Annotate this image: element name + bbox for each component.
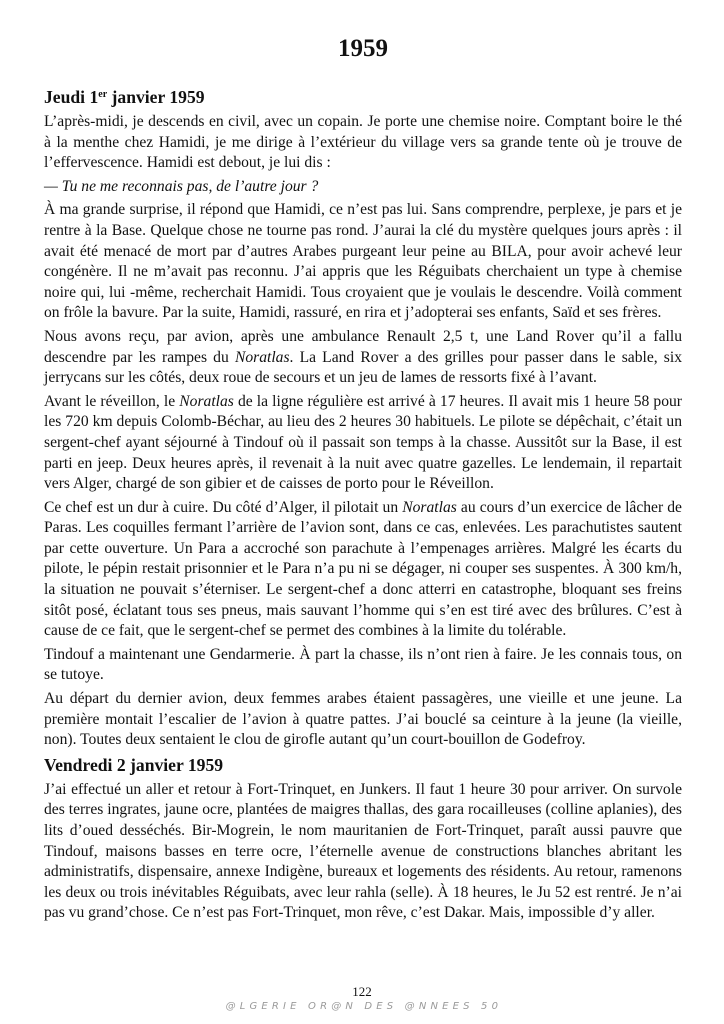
paragraph: Nous avons reçu, par avion, après une ambulance Renault 2,5 t, une Land Rover qu’il a fallu descendre par les rampes du Noratlas. La Land Rover a des grilles pour passer dans le sable, six jerrycans sur les côtés, deux roue de secours et un jeu de lames de ressorts fixé à l’avant.	[44, 327, 682, 387]
entry-title-superscript: er	[98, 89, 108, 100]
diary-entry-1	[44, 86, 682, 751]
page-number: 122	[352, 984, 372, 999]
paragraph: Tindouf a maintenant une Gendarmerie. À part la chasse, ils n’ont rien à faire. Je les connais tous, on se tutoye.	[44, 645, 682, 684]
aircraft-name: Noratlas	[179, 392, 234, 410]
paragraph: L’après-midi, je descends en civil, avec un copain. Je porte une chemise noire. Comptant boire le thé à la menthe chez Hamidi, je me dirige à l’extérieur du village vers sa grande tente où je trouve de l’effervescence. Hamidi est debout, je lui dis :	[44, 113, 682, 172]
paragraph: À ma grande surprise, il répond que Hamidi, ce n’est pas lui. Sans comprendre, perplexe, je pars et je rentre à la Base. Quelque chose ne tourne pas rond. J’aurai la clé du mystère quelques jours après : il avait été menacé de mort par d’autres Arabes purgeant leur peine au BILA, pour avoir achevé leur congénère. Il ne m’avait pas reconnu. J’ai appris que les Réguibats cherchaient un type à chemise noire qui, lui -même, recherchait Hamidi. Tous croyaient que je voulais le descendre. Voilà comment on frôle la bavure. Par la suite, Hamidi, rassuré, en rira et j’adopterai ses enfants, Saïd et ses frères.	[44, 201, 682, 322]
entry-title-main: Jeudi 1	[44, 87, 99, 107]
paragraph: J’ai effectué un aller et retour à Fort-Trinquet, en Junkers. Il faut 1 heure 30 pour arriver. On survole des terres ingrates, jaune ocre, plantées de maigres thallas, des gara rocailleuses (colline aplanies), des lits d’oued desséchés. Bir-Mogrein, le nom mauritanien de Fort-Trinquet, paraît aussi pauvre que Tindouf, maisons basses en terre ocre, l’éternelle avenue de constructions blanches abritant les administratifs, dispensaire, annexe Indigène, bureaux et logements des résidents. Au retour, ramenons les deux ou trois inévitables Réguibats, avec leur rahla (selle). À 18 heures, le Ju 52 est rentré. Je n’ai pas vu grand’chose. Ce n’est pas Fort-Trinquet, mon rêve, c’est Dakar. Mais, impossible d’y aller.	[44, 780, 682, 922]
paragraph: Ce chef est un dur à cuire. Du côté d’Alger, il pilotait un Noratlas au cours d’un exercice de lâcher de Paras. Les coquilles fermant l’arrière de l’avion sont, dans ce cas, enlevées. Les parachutistes sautent par cette ouverture. Un Para a accroché son parachute à l’empenages arrières. Malgré les écarts du pilote, le pépin restait prisonnier et le Para n’a pu ni se dégager, ni couper ses suspentes. À 300 km/h, la situation ne pouvait s’éterniser. Le sergent-chef a donc atterri en catastrophe, bloquant ses freins sitôt posé, éclatant tous ses pneus, mais sauvant l’homme qui s’en est tiré avec des brûlures. C’est à cause de ce fait, que le sergent-chef se permet des combines à la limite du tolérable.	[44, 498, 682, 640]
page-year-heading: 1959	[338, 35, 388, 62]
footer-watermark: @ L G E R I E O R @ N D E S @ N N E E S 5 0	[225, 1001, 499, 1012]
document-page	[44, 34, 682, 927]
entry-title: Vendredi 2 janvier 1959	[44, 754, 224, 775]
entry-title-rest: janvier 1959	[107, 87, 205, 107]
aircraft-name: Noratlas	[402, 498, 457, 516]
paragraph: Avant le réveillon, le Noratlas de la ligne régulière est arrivé à 17 heures. Il avait mis 1 heure 58 pour les 720 km depuis Colomb-Béchar, au lieu des 2 heures 30 habituels. Le pilote se dépêchait, c’était un sergent-chef ayant séjourné à Tindouf où il passait son temps à la chasse. Aussitôt sur la Base, il est parti en jeep. Deux heures après, il revenait à la nuit avec quatre gazelles. Le lendemain, il repartait vers Alger, chargé de son gibier et de caisses de porto pour le Réveillon.	[44, 392, 682, 493]
aircraft-name: Noratlas	[234, 348, 290, 366]
diary-entry-2	[44, 754, 682, 924]
paragraph: Au départ du dernier avion, deux femmes arabes étaient passagères, une vieille et une jeune. La première montait l’escalier de l’avion à quatre pattes. J’ai bouclé sa ceinture à la jeune (la vieille, non). Toutes deux sentaient le clou de girofle autant qu’un court-bouillon de Godefroy.	[44, 690, 682, 749]
entry-title	[44, 86, 682, 108]
dialogue-paragraph: — Tu ne me reconnais pas, de l’autre jour ?	[44, 177, 319, 195]
